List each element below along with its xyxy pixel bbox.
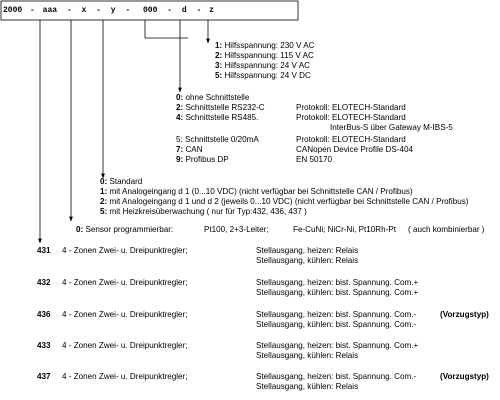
type-desc: 4 - Zonen Zwei- u. Dreipunktregler; [62,341,188,350]
x-option: 0: Sensor programmierbar: [76,225,174,234]
type-heat: Stellausgang, heizen: bist. Spannung. Com.+ [256,278,419,287]
code-separator: - [30,6,35,15]
code-separator: - [66,6,72,15]
d-protocol: EN 50170 [296,155,332,164]
y-option: 0: Standard [100,177,143,186]
d-protocol: Protokoll: ELOTECH-Standard [296,113,406,122]
z-option: 3: Hilfsspannung: 24 V AC [215,61,310,70]
type-heat: Stellausgang, heizen: bist. Spannung. Com.- [256,310,417,319]
type-cool: Stellausgang, kühlen: Relais [256,382,359,391]
type-heat: Stellausgang, heizen: bist. Spannung. Com.- [256,372,417,381]
type-code: 433 [37,341,51,350]
y-option: 1: mit Analogeingang d 1 (0...10 VDC) (nicht verfügbar bei Schnittstelle CAN / Profibus) [100,187,413,196]
d-option: 0: ohne Schnittstelle [176,93,250,102]
type-cool: Stellausgang, kühlen: Relais [256,351,359,360]
code-separator: - [196,6,202,15]
code-separator: - [167,6,173,15]
code-segment-z: z [209,6,214,15]
d-protocol: Protokoll: ELOTECH-Standard [296,135,406,144]
d-option: 2: Schnittstelle RS232-C [176,103,265,112]
type-code: 431 [37,246,51,255]
z-option: 1: Hilfsspannung: 230 V AC [215,41,315,50]
d-option: 9: Profibus DP [176,155,229,164]
type-code: 432 [37,278,51,287]
type-preferred-note: (Vorzugstyp) [440,310,489,319]
type-cool: Stellausgang, kühlen: bist. Spannung. Com.- [256,320,417,329]
code-segment-d: d [181,6,187,15]
code-separator: - [96,6,101,15]
type-cool: Stellausgang, kühlen: bist. Spannung. Com.+ [256,288,419,297]
code-segment-x: x [81,6,87,15]
type-desc: 4 - Zonen Zwei- u. Dreipunktregler; [62,246,188,255]
z-option: 5: Hilfsspannung: 24 V DC [215,71,311,80]
type-cool: Stellausgang, kühlen: Relais [256,256,359,265]
d-protocol: Protokoll: ELOTECH-Standard [296,103,406,112]
type-desc: 4 - Zonen Zwei- u. Dreipunktregler; [62,310,188,319]
type-heat: Stellausgang, heizen: bist. Spannung. Com.+ [256,341,419,350]
code-separator: - [125,6,131,15]
code-segment-y: y [110,6,116,15]
type-code: 436 [37,310,51,319]
d-option: 7: CAN [176,145,203,154]
type-desc: 4 - Zonen Zwei- u. Dreipunktregler; [62,372,188,381]
d-protocol: CANopen Device Profile DS-404 [296,145,413,154]
x-sensor-types: Pt100, 2+3-Leiter; [204,225,269,234]
type-desc: 4 - Zonen Zwei- u. Dreipunktregler; [62,278,188,287]
order-code [3,7,214,15]
x-sensor-note: ( auch kombinierbar ) [408,225,485,234]
type-code: 437 [37,372,51,381]
type-preferred-note: (Vorzugstyp) [440,372,489,381]
d-protocol: InterBus-S über Gateway M-IBS-5 [330,123,453,132]
y-option: 5: mit Heizkreisüberwachung ( nur für Typ:432, 436, 437 ) [100,207,307,216]
z-option: 2: Hilfsspannung: 115 V AC [215,51,314,60]
y-option: 2: mit Analogeingang d 1 und d 2 (jeweils 0...10 VDC) (nicht verfügbar bei Schnittstelle CAN / Profibus) [100,197,469,206]
type-heat: Stellausgang, heizen: Relais [256,246,359,255]
code-segment-2000: 2000 [3,6,23,15]
d-option: 4: Schnittstelle RS485. [176,113,259,122]
code-segment-aaa: aaa [42,6,58,15]
code-segment-000: 000 [142,6,158,15]
x-sensor-fe: Fe-CuNi; NiCr-Ni, Pt10Rh-Pt [293,225,396,234]
d-option: 5: Schnittstelle 0/20mA [176,135,259,144]
